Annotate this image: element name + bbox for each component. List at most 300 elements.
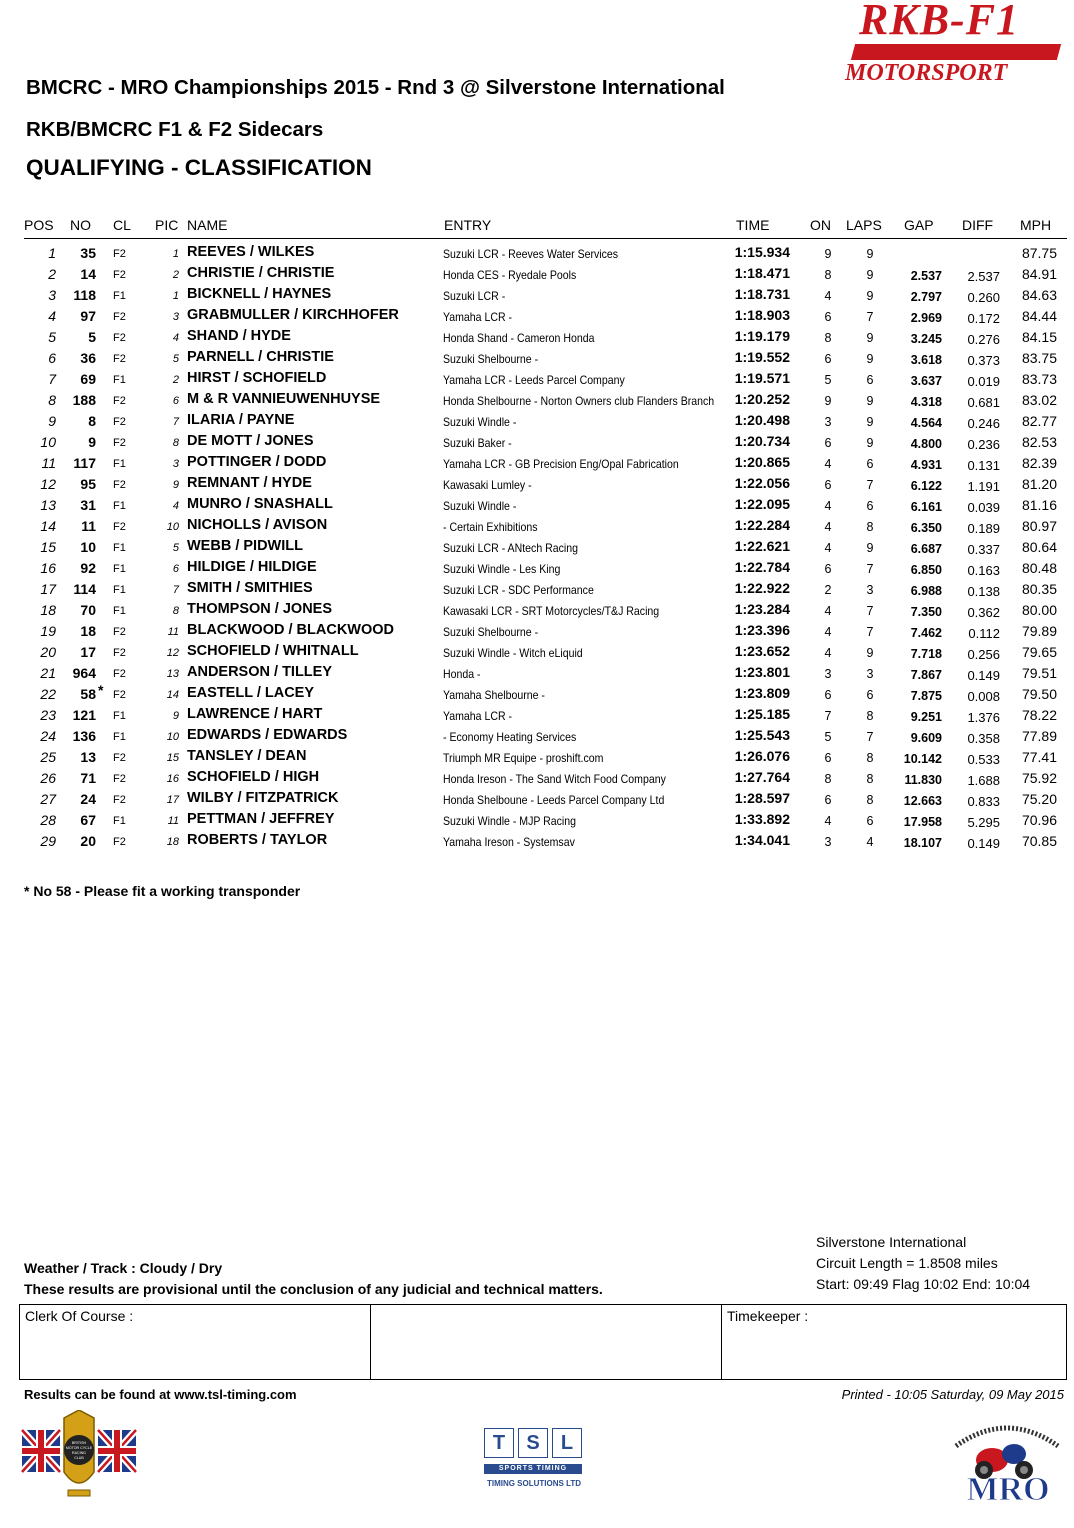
cell-entry: Suzuki Shelbourne - — [443, 625, 539, 639]
cell-name: WEBB / PIDWILL — [187, 538, 303, 554]
cell-on: 4 — [824, 289, 832, 303]
table-row — [0, 432, 1074, 453]
cell-name: PARNELL / CHRISTIE — [187, 349, 334, 365]
cell-cl: F1 — [113, 605, 126, 617]
cell-pos: 29 — [40, 833, 56, 849]
cell-cl: F2 — [113, 689, 126, 701]
table-row — [0, 558, 1074, 579]
cell-cl: F2 — [113, 752, 126, 764]
cell-no: 13 — [80, 749, 96, 765]
cell-time: 1:20.252 — [734, 391, 790, 407]
cell-name: SHAND / HYDE — [187, 328, 291, 344]
cell-laps: 6 — [866, 814, 874, 828]
cell-diff: 0.172 — [967, 311, 1000, 326]
cell-gap: 4.564 — [910, 416, 942, 430]
table-row — [0, 642, 1074, 663]
logo-sub-text: MOTORSPORT — [845, 60, 1008, 86]
cell-mph: 80.97 — [1021, 518, 1057, 534]
cell-time: 1:15.934 — [734, 244, 790, 260]
cell-name: SCHOFIELD / HIGH — [187, 769, 320, 785]
cell-pic: 6 — [172, 395, 179, 407]
cell-on: 6 — [824, 688, 832, 702]
cell-no: 10 — [80, 539, 96, 555]
cell-cl: F2 — [113, 437, 126, 449]
cell-no: 188 — [72, 392, 96, 408]
cell-time: 1:28.597 — [734, 790, 790, 806]
cell-cl: F1 — [113, 542, 126, 554]
cell-time: 1:22.056 — [734, 475, 790, 491]
cell-pos: 15 — [40, 539, 56, 555]
tsl-company-name: TIMING SOLUTIONS LTD — [486, 1479, 582, 1488]
cell-laps: 9 — [866, 436, 874, 450]
cell-cl: F2 — [113, 668, 126, 680]
cell-pic: 7 — [172, 584, 179, 596]
table-row — [0, 747, 1074, 768]
clerk-of-course-cell — [20, 1305, 371, 1379]
cell-pic: 2 — [172, 269, 179, 281]
cell-cl: F2 — [113, 647, 126, 659]
cell-mph: 79.89 — [1021, 623, 1057, 639]
cell-diff: 0.276 — [967, 332, 1000, 347]
cell-pos: 22 — [40, 686, 56, 702]
cell-time: 1:20.734 — [734, 433, 790, 449]
cell-name: MUNRO / SNASHALL — [187, 496, 333, 512]
cell-no: 114 — [73, 581, 96, 597]
cell-diff: 0.138 — [967, 584, 1000, 599]
cell-laps: 6 — [866, 457, 874, 471]
cell-diff: 0.008 — [967, 689, 1000, 704]
cell-time: 1:18.731 — [734, 286, 790, 302]
cell-cl: F2 — [113, 269, 126, 281]
cell-no: 24 — [80, 791, 96, 807]
table-row — [0, 390, 1074, 411]
cell-on: 8 — [824, 268, 832, 282]
cell-diff: 0.833 — [967, 794, 1000, 809]
cell-gap: 7.867 — [910, 668, 942, 682]
bmcrc-emblem-icon — [18, 1410, 140, 1502]
cell-pos: 18 — [40, 602, 56, 618]
cell-gap: 6.988 — [910, 584, 942, 598]
cell-time: 1:18.903 — [734, 307, 790, 323]
cell-time: 1:19.179 — [734, 328, 790, 344]
cell-diff: 1.688 — [967, 773, 1000, 788]
cell-pic: 16 — [166, 773, 179, 785]
mro-emblem-icon — [948, 1416, 1066, 1502]
cell-pos: 5 — [48, 329, 56, 345]
cell-time: 1:19.571 — [734, 370, 790, 386]
cell-cl: F2 — [113, 773, 126, 785]
cell-on: 6 — [824, 436, 832, 450]
cell-entry: Yamaha Ireson - Systemsav — [443, 835, 575, 849]
cell-name: EASTELL / LACEY — [187, 685, 315, 701]
cell-mph: 79.50 — [1021, 686, 1057, 702]
cell-diff: 2.537 — [967, 269, 1000, 284]
tsl-timing-logo — [478, 1424, 588, 1494]
event-title: BMCRC - MRO Championships 2015 - Rnd 3 @ Silverstone International — [26, 76, 725, 99]
cell-laps: 9 — [866, 289, 874, 303]
cell-diff: 0.362 — [967, 605, 1000, 620]
cell-time: 1:27.764 — [734, 769, 790, 785]
cell-no: 71 — [80, 770, 96, 786]
footnote: * No 58 - Please fit a working transponder — [24, 883, 301, 899]
cell-gap: 7.350 — [910, 605, 942, 619]
cell-pic: 13 — [166, 668, 179, 680]
cell-on: 4 — [824, 646, 832, 660]
table-row — [0, 768, 1074, 789]
cell-gap: 7.875 — [910, 689, 942, 703]
col-name: NAME — [187, 217, 228, 233]
cell-on: 9 — [824, 247, 832, 261]
cell-gap: 9.251 — [910, 710, 942, 724]
cell-cl: F2 — [113, 836, 126, 848]
cell-pic: 4 — [172, 332, 179, 344]
cell-laps: 9 — [866, 352, 874, 366]
col-gap: GAP — [904, 217, 934, 233]
signature-box — [19, 1304, 1067, 1380]
cell-no: 70 — [80, 602, 96, 618]
cell-no: 14 — [80, 266, 96, 282]
cell-pic: 10 — [166, 731, 179, 743]
cell-on: 8 — [824, 331, 832, 345]
cell-entry: Suzuki LCR - — [443, 289, 506, 303]
cell-name: SMITH / SMITHIES — [187, 580, 313, 596]
cell-name: HIRST / SCHOFIELD — [187, 370, 327, 386]
cell-pos: 25 — [40, 749, 56, 765]
circuit-name: Silverstone International — [816, 1234, 967, 1250]
cell-laps: 7 — [866, 730, 874, 744]
cell-no: 20 — [80, 833, 96, 849]
cell-no: 9 — [88, 434, 96, 450]
cell-on: 4 — [824, 499, 832, 513]
cell-time: 1:23.652 — [734, 643, 790, 659]
cell-laps: 9 — [866, 331, 874, 345]
table-row — [0, 411, 1074, 432]
cell-gap: 4.931 — [910, 458, 942, 472]
col-time: TIME — [736, 217, 770, 233]
cell-diff: 0.337 — [967, 542, 1000, 557]
cell-diff: 0.373 — [967, 353, 1000, 368]
cell-pos: 24 — [40, 728, 56, 744]
cell-no: 8 — [88, 413, 96, 429]
cell-mph: 70.85 — [1021, 833, 1057, 849]
cell-entry: Suzuki LCR - ANtech Racing — [443, 541, 578, 555]
cell-mph: 84.15 — [1021, 329, 1057, 345]
cell-pic: 5 — [172, 542, 179, 554]
cell-laps: 7 — [866, 478, 874, 492]
cell-entry: Yamaha LCR - — [443, 310, 513, 324]
cell-time: 1:33.892 — [734, 811, 790, 827]
svg-text:RACING: RACING — [72, 1451, 86, 1455]
cell-entry: Suzuki LCR - SDC Performance — [443, 583, 594, 597]
printed-timestamp: Printed - 10:05 Saturday, 09 May 2015 — [841, 1387, 1064, 1402]
cell-on: 9 — [824, 394, 832, 408]
cell-time: 1:25.543 — [734, 727, 790, 743]
cell-no: 121 — [72, 707, 96, 723]
cell-entry: Suzuki Windle - Witch eLiquid — [443, 646, 583, 660]
cell-gap: 6.687 — [910, 542, 942, 556]
cell-pic: 14 — [166, 689, 179, 701]
blank-signature-cell — [371, 1305, 722, 1379]
cell-name: WILBY / FITZPATRICK — [187, 790, 339, 806]
cell-entry: Suzuki Windle - — [443, 415, 517, 429]
cell-mph: 78.22 — [1021, 707, 1057, 723]
col-mph: MPH — [1020, 217, 1052, 233]
cell-gap: 6.122 — [910, 479, 942, 493]
cell-name: CHRISTIE / CHRISTIE — [187, 265, 335, 281]
cell-on: 5 — [824, 730, 832, 744]
cell-pos: 28 — [40, 812, 56, 828]
cell-gap: 2.969 — [910, 311, 942, 325]
cell-diff: 0.256 — [967, 647, 1000, 662]
cell-cl: F2 — [113, 626, 126, 638]
cell-on: 4 — [824, 814, 832, 828]
cell-diff: 0.163 — [967, 563, 1000, 578]
col-entry: ENTRY — [444, 217, 492, 233]
tsl-sports-timing-bar: SPORTS TIMING — [484, 1464, 582, 1474]
cell-gap: 6.850 — [910, 563, 942, 577]
cell-pos: 17 — [40, 581, 56, 597]
cell-no: 67 — [80, 812, 96, 828]
cell-gap: 17.958 — [903, 815, 942, 829]
table-row — [0, 285, 1074, 306]
cell-mph: 87.75 — [1021, 245, 1057, 261]
cell-mph: 83.02 — [1021, 392, 1057, 408]
cell-pos: 6 — [48, 350, 56, 366]
bmcrc-logo — [18, 1410, 140, 1502]
cell-mph: 84.63 — [1021, 287, 1057, 303]
cell-name: POTTINGER / DODD — [187, 454, 327, 470]
cell-gap: 2.537 — [910, 269, 942, 283]
cell-diff: 1.376 — [967, 710, 1000, 725]
cell-mph: 77.41 — [1021, 749, 1057, 765]
cell-on: 4 — [824, 604, 832, 618]
cell-pos: 21 — [40, 665, 56, 681]
session-times: Start: 09:49 Flag 10:02 End: 10:04 — [816, 1276, 1031, 1292]
cell-mph: 75.92 — [1021, 770, 1057, 786]
cell-laps: 3 — [866, 583, 874, 597]
cell-gap: 3.637 — [910, 374, 942, 388]
cell-mph: 80.48 — [1021, 560, 1057, 576]
cell-entry: Yamaha LCR - GB Precision Eng/Opal Fabrication — [443, 457, 679, 471]
cell-no: 5 — [88, 329, 96, 345]
cell-gap: 7.718 — [910, 647, 942, 661]
table-row — [0, 348, 1074, 369]
mro-logo — [948, 1416, 1066, 1502]
cell-laps: 4 — [866, 835, 874, 849]
cell-name: THOMPSON / JONES — [187, 601, 333, 617]
cell-mph: 79.65 — [1021, 644, 1057, 660]
cell-no: 31 — [80, 497, 96, 513]
cell-entry: Suzuki Windle - MJP Racing — [443, 814, 577, 828]
cell-cl: F1 — [113, 584, 126, 596]
cell-pos: 1 — [48, 245, 56, 261]
cell-entry: Suzuki LCR - Reeves Water Services — [443, 247, 619, 261]
table-row — [0, 579, 1074, 600]
cell-entry: Kawasaki LCR - SRT Motorcycles/T&J Racing — [443, 604, 660, 618]
cell-laps: 9 — [866, 646, 874, 660]
cell-time: 1:20.865 — [734, 454, 790, 470]
cell-on: 6 — [824, 793, 832, 807]
cell-on: 4 — [824, 625, 832, 639]
cell-on: 8 — [824, 772, 832, 786]
cell-pos: 10 — [40, 434, 56, 450]
results-link-text: Results can be found at www.tsl-timing.com — [24, 1387, 297, 1402]
cell-cl: F2 — [113, 395, 126, 407]
cell-pic: 11 — [167, 626, 179, 638]
cell-name: BICKNELL / HAYNES — [187, 286, 332, 302]
timekeeper-cell — [722, 1305, 1066, 1379]
cell-mph: 83.73 — [1021, 371, 1057, 387]
table-header — [24, 216, 1067, 239]
cell-time: 1:22.284 — [734, 517, 790, 533]
svg-text:CLUB: CLUB — [74, 1456, 84, 1460]
cell-cl: F1 — [113, 500, 126, 512]
cell-pic: 15 — [166, 752, 179, 764]
cell-name: REEVES / WILKES — [187, 244, 315, 260]
cell-pos: 12 — [40, 476, 56, 492]
cell-mph: 75.20 — [1021, 791, 1057, 807]
cell-on: 4 — [824, 457, 832, 471]
cell-cl: F1 — [113, 815, 126, 827]
cell-no: 35 — [80, 245, 96, 261]
cell-time: 1:34.041 — [734, 832, 790, 848]
cell-no: 69 — [80, 371, 96, 387]
table-row — [0, 306, 1074, 327]
cell-laps: 6 — [866, 688, 874, 702]
cell-pic: 9 — [172, 479, 179, 491]
cell-laps: 9 — [866, 247, 874, 261]
table-row — [0, 516, 1074, 537]
cell-cl: F1 — [113, 374, 126, 386]
provisional-note: These results are provisional until the conclusion of any judicial and technical matters. — [24, 1281, 603, 1297]
cell-gap: 9.609 — [910, 731, 942, 745]
cell-on: 4 — [824, 520, 832, 534]
table-row — [0, 789, 1074, 810]
cell-mph: 84.91 — [1021, 266, 1057, 282]
cell-name: ANDERSON / TILLEY — [187, 664, 333, 680]
cell-no: 17 — [80, 644, 96, 660]
cell-entry: - Economy Heating Services — [443, 730, 577, 744]
table-row — [0, 810, 1074, 831]
cell-diff: 0.681 — [967, 395, 1000, 410]
cell-pos: 9 — [48, 413, 56, 429]
cell-pos: 13 — [40, 497, 56, 513]
cell-pic: 1 — [172, 248, 179, 260]
cell-entry: Suzuki Windle - — [443, 499, 517, 513]
class-title: RKB/BMCRC F1 & F2 Sidecars — [26, 118, 324, 141]
table-row — [0, 726, 1074, 747]
cell-cl: F2 — [113, 479, 126, 491]
cell-entry: Yamaha LCR - Leeds Parcel Company — [443, 373, 625, 387]
logo-main-text: RKB-F1 — [859, 0, 1020, 44]
cell-time: 1:26.076 — [734, 748, 790, 764]
cell-name: ILARIA / PAYNE — [187, 412, 295, 428]
cell-cl: F2 — [113, 353, 126, 365]
cell-time: 1:23.396 — [734, 622, 790, 638]
cell-cl: F1 — [113, 563, 126, 575]
cell-entry: Triumph MR Equipe - proshift.com — [443, 751, 604, 765]
rkb-f1-logo — [845, 0, 1065, 92]
cell-gap: 11.830 — [904, 773, 942, 787]
cell-pos: 16 — [40, 560, 56, 576]
cell-pic: 8 — [172, 437, 179, 449]
cell-laps: 9 — [866, 415, 874, 429]
cell-laps: 9 — [866, 394, 874, 408]
cell-gap: 3.245 — [910, 332, 942, 346]
col-no: NO — [70, 217, 91, 233]
cell-gap: 18.107 — [903, 836, 942, 850]
cell-entry: Honda Ireson - The Sand Witch Food Company — [443, 772, 666, 786]
cell-pos: 4 — [48, 308, 56, 324]
cell-diff: 0.149 — [967, 668, 1000, 683]
svg-text:MOTOR CYCLE: MOTOR CYCLE — [65, 1446, 93, 1450]
cell-mph: 81.16 — [1021, 497, 1057, 513]
cell-mph: 80.00 — [1021, 602, 1057, 618]
col-pic: PIC — [155, 217, 179, 233]
cell-pic: 9 — [172, 710, 179, 722]
cell-on: 7 — [824, 709, 832, 723]
table-row — [0, 369, 1074, 390]
cell-entry: Yamaha LCR - — [443, 709, 513, 723]
cell-diff: 0.019 — [967, 374, 1000, 389]
cell-gap: 7.462 — [910, 626, 942, 640]
cell-pic: 12 — [166, 647, 179, 659]
cell-time: 1:20.498 — [734, 412, 790, 428]
col-cl: CL — [113, 217, 131, 233]
cell-entry: Honda Shelboune - Leeds Parcel Company Ltd — [443, 793, 665, 807]
cell-gap: 10.142 — [903, 752, 942, 766]
cell-laps: 7 — [866, 562, 874, 576]
tsl-letter-l: L — [552, 1428, 582, 1458]
cell-entry: Suzuki Windle - Les King — [443, 562, 561, 576]
cell-laps: 6 — [866, 499, 874, 513]
cell-entry: Honda Shelbourne - Norton Owners club Flanders Branch — [443, 394, 715, 408]
clerk-of-course-label: Clerk Of Course : — [25, 1308, 134, 1324]
cell-diff: 1.191 — [967, 479, 1000, 494]
transponder-flag: * — [98, 682, 104, 698]
table-row — [0, 495, 1074, 516]
cell-diff: 0.112 — [968, 626, 1000, 641]
results-table — [0, 243, 1074, 863]
cell-cl: F1 — [113, 458, 126, 470]
cell-on: 5 — [824, 373, 832, 387]
cell-diff: 0.149 — [967, 836, 1000, 851]
table-row — [0, 327, 1074, 348]
cell-diff: 0.358 — [967, 731, 1000, 746]
cell-pos: 23 — [40, 707, 56, 723]
cell-name: HILDIGE / HILDIGE — [187, 559, 317, 575]
cell-gap: 3.618 — [910, 353, 942, 367]
cell-mph: 80.64 — [1021, 539, 1057, 555]
cell-laps: 8 — [866, 751, 874, 765]
cell-gap: 6.350 — [910, 521, 942, 535]
cell-laps: 8 — [866, 772, 874, 786]
cell-pos: 27 — [40, 791, 56, 807]
cell-diff: 0.131 — [967, 458, 1000, 473]
table-row — [0, 264, 1074, 285]
table-row — [0, 705, 1074, 726]
table-row — [0, 831, 1074, 852]
cell-name: PETTMAN / JEFFREY — [187, 811, 335, 827]
cell-pos: 2 — [48, 266, 56, 282]
cell-mph: 82.77 — [1021, 413, 1057, 429]
cell-pic: 8 — [172, 605, 179, 617]
cell-cl: F1 — [113, 290, 126, 302]
cell-pos: 11 — [41, 455, 56, 471]
logo-bar — [851, 44, 1061, 60]
cell-mph: 81.20 — [1021, 476, 1057, 492]
cell-on: 3 — [824, 415, 832, 429]
